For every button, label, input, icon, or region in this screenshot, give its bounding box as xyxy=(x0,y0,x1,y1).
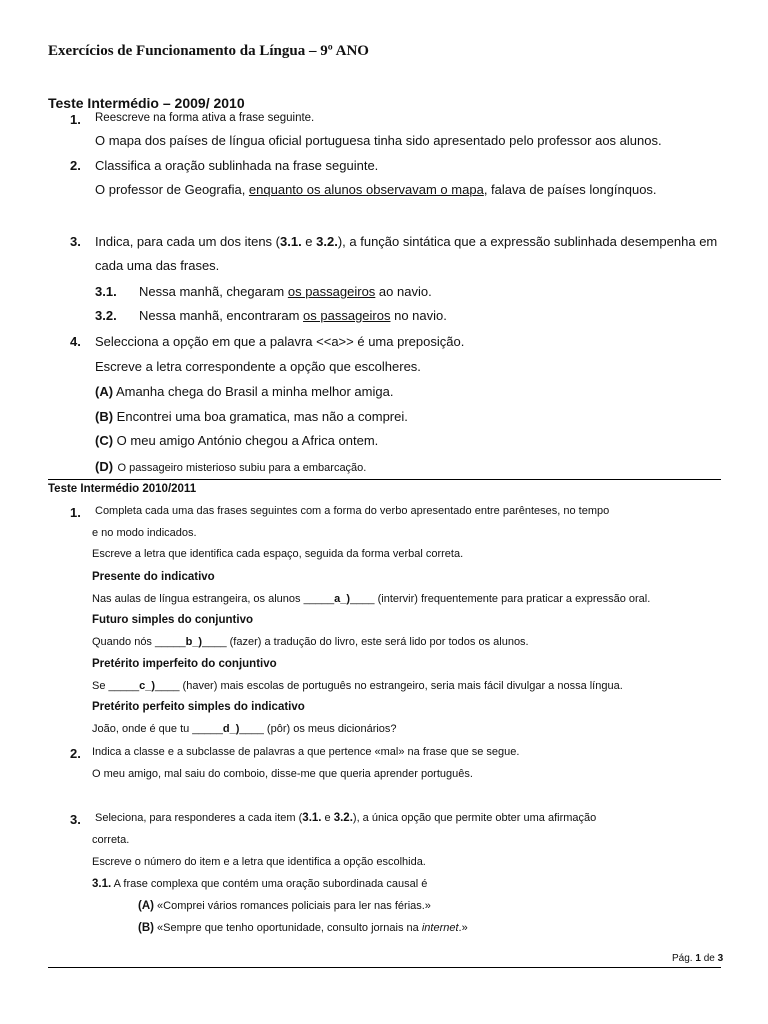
item-sentence: Nessa manhã, chegaram os passageiros ao navio. xyxy=(139,284,432,299)
section-divider xyxy=(48,479,721,480)
question-text: Seleciona, para responderes a cada item (3.1. e 3.2.), a única opção que permite obter uma afirmação xyxy=(95,812,597,824)
item-3-1: 3.1. A frase complexa que contém uma oração subordinada causal é xyxy=(92,878,428,890)
section-title-2009: Teste Intermédio – 2009/ 2010 xyxy=(48,95,245,111)
tense-heading: Presente do indicativo xyxy=(92,571,215,583)
question-text: Selecciona a opção em que a palavra <<a>> é uma preposição. xyxy=(95,334,465,349)
question-text: Completa cada uma das frases seguintes com a forma do verbo apresentado entre parênteses, no tempo xyxy=(95,505,610,517)
question-sentence: O professor de Geografia, enquanto os alunos observavam o mapa, falava de países longínquos. xyxy=(95,182,657,197)
option-a: (A) Amanha chega do Brasil a minha melhor amiga. xyxy=(95,384,394,399)
option-a: (A) «Comprei vários romances policiais para ler nas férias.» xyxy=(138,900,431,912)
item-sentence: Nessa manhã, encontraram os passageiros no navio. xyxy=(139,308,447,323)
question-number: 3. xyxy=(70,812,81,827)
question-number: 1. xyxy=(70,505,81,520)
underlined-expression: os passageiros xyxy=(303,308,391,323)
question-text-line2: correta. xyxy=(92,834,130,846)
question-number: 1. xyxy=(70,112,81,127)
question-number: 2. xyxy=(70,746,81,761)
question-number: 3. xyxy=(70,234,81,249)
tense-heading: Futuro simples do conjuntivo xyxy=(92,614,253,626)
option-b: (B) «Sempre que tenho oportunidade, consulto jornais na internet.» xyxy=(138,922,468,934)
item-number: 3.1. xyxy=(95,284,117,299)
question-text-line2: cada uma das frases. xyxy=(95,258,220,273)
question-sentence: O meu amigo, mal saiu do comboio, disse-me que queria aprender português. xyxy=(92,768,473,780)
question-text-line2: Escreve a letra correspondente a opção que escolheres. xyxy=(95,359,421,374)
option-c: (C) O meu amigo António chegou a Africa ontem. xyxy=(95,433,379,448)
document-title: Exercícios de Funcionamento da Língua – 9º ANO xyxy=(48,43,369,59)
question-text: Indica a classe e a subclasse de palavras a que pertence «mal» na frase que se segue. xyxy=(92,746,520,758)
question-sentence: O mapa dos países de língua oficial portuguesa tinha sido apresentado pelo professor aos alunos. xyxy=(95,133,662,148)
question-text: Reescreve na forma ativa a frase seguinte. xyxy=(95,112,315,124)
question-number: 2. xyxy=(70,158,81,173)
underlined-clause: enquanto os alunos observavam o mapa xyxy=(248,182,484,197)
question-number: 4. xyxy=(70,334,81,349)
tense-heading: Pretérito imperfeito do conjuntivo xyxy=(92,658,277,670)
page-number: Pág. 1 de 3 xyxy=(672,953,724,964)
fill-sentence-d: João, onde é que tu _____d_)____ (pôr) os meus dicionários? xyxy=(92,723,397,735)
question-instruction: Escreve o número do item e a letra que identifica a opção escolhida. xyxy=(92,856,426,868)
question-text-line2: e no modo indicados. xyxy=(92,527,197,539)
underlined-expression: os passageiros xyxy=(287,284,376,299)
tense-heading: Pretérito perfeito simples do indicativo xyxy=(92,701,305,713)
fill-sentence-c: Se _____c_)____ (haver) mais escolas de português no estrangeiro, seria mais fácil divulgar a nossa língua. xyxy=(92,680,623,692)
fill-sentence-b: Quando nós _____b_)____ (fazer) a tradução do livro, este será lido por todos os alunos. xyxy=(92,636,529,648)
section-title-2010: Teste Intermédio 2010/2011 xyxy=(48,483,197,495)
option-b: (B) Encontrei uma boa gramatica, mas não a comprei. xyxy=(95,409,408,424)
question-instruction: Escreve a letra que identifica cada espaço, seguida da forma verbal correta. xyxy=(92,548,464,560)
footer-divider xyxy=(48,967,721,968)
option-d: (D) O passageiro misterioso subiu para a embarcação. xyxy=(95,459,367,474)
question-text: Indica, para cada um dos itens (3.1. e 3.2.), a função sintática que a expressão sublinhada desempenha em xyxy=(95,234,718,249)
item-number: 3.2. xyxy=(95,308,117,323)
question-text: Classifica a oração sublinhada na frase seguinte. xyxy=(95,158,379,173)
fill-sentence-a: Nas aulas de língua estrangeira, os alunos _____a_)____ (intervir) frequentemente para praticar a expressão oral. xyxy=(92,593,651,605)
